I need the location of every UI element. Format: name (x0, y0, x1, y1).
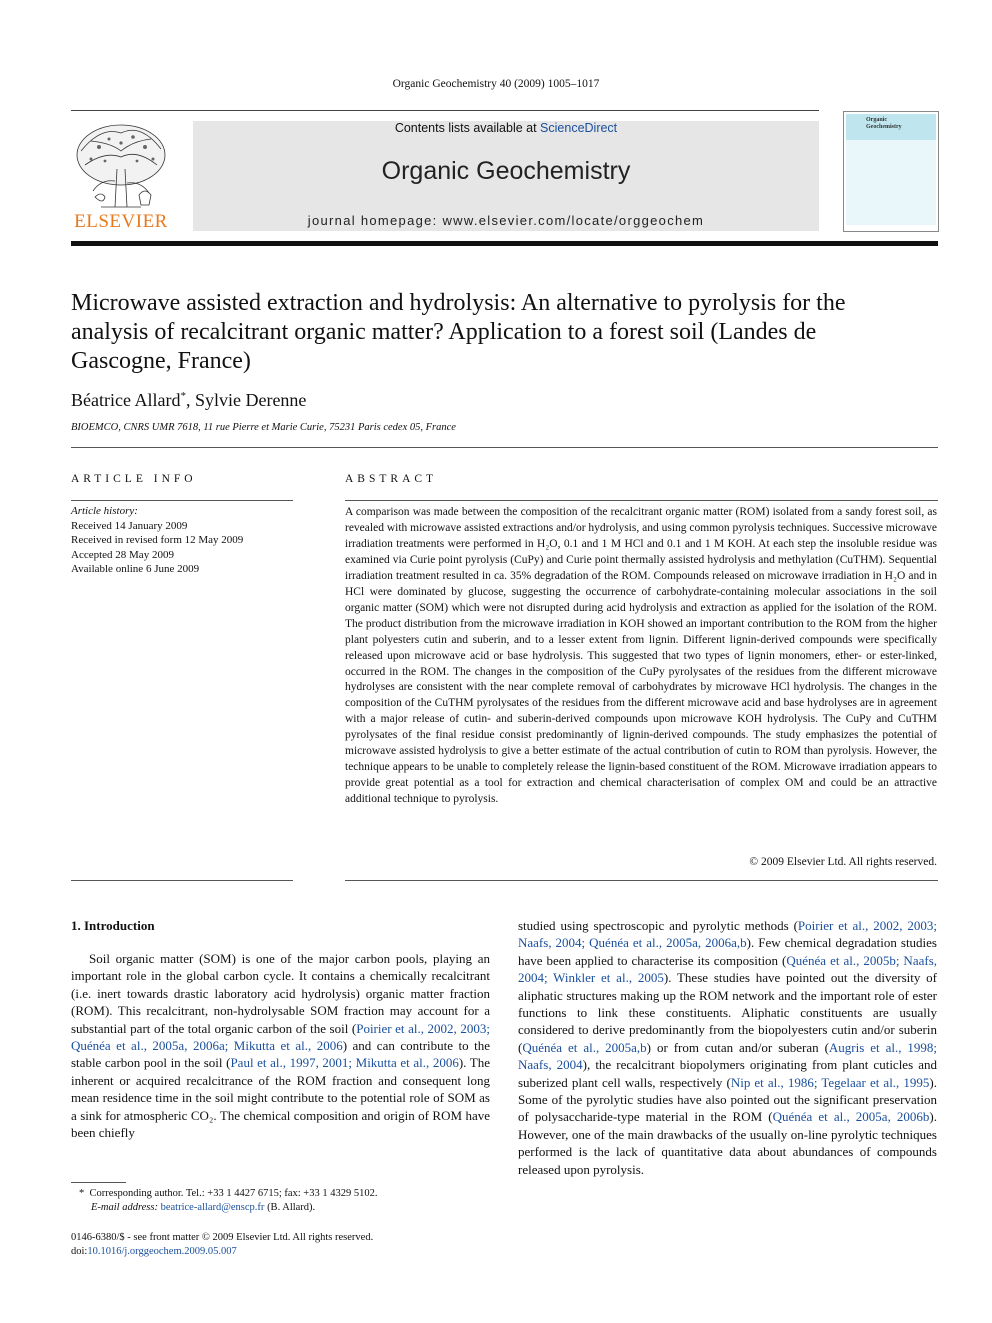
introduction-heading: 1. Introduction (71, 918, 155, 933)
contents-prefix: Contents lists available at (394, 121, 541, 135)
reference-link[interactable]: Quénéa et al., 2005b; Naafs, 2004; Winkler et al., 2005 (518, 952, 937, 986)
doi-label: doi: (71, 1246, 88, 1257)
affiliation: BIOEMCO, CNRS UMR 7618, 11 rue Pierre et Marie Curie, 75231 Paris cedex 05, France (71, 422, 456, 433)
journal-homepage[interactable]: journal homepage: www.elsevier.com/locate/orggeochem (307, 213, 705, 228)
journal-citation: Organic Geochemistry 40 (2009) 1005–1017 (392, 78, 600, 90)
bottom-info (71, 1231, 373, 1259)
title-rule (71, 447, 938, 448)
intro-text: ). These studies have pointed out the diversity of aliphatic structures making up the ROM network and the important role of ester functions to link these constituents. Aliphatic constituents are usually considered to derive predominantly from the biopolyesters cutin and/or suberin ( (518, 970, 937, 1055)
cover-body (846, 140, 936, 225)
reference-link[interactable]: Quénéa et al., 2005a, 2006b (772, 1109, 930, 1125)
email-suffix: (B. Allard). (267, 1202, 316, 1213)
author-allard: Béatrice Allard (71, 390, 181, 410)
abstract-text: A comparison was made between the composition of the recalcitrant organic matter (ROM) isolated from a sandy forest soil, as revealed with microwave assisted extractions and/or hydrolysis, and using common pyrolysis techniques. Successive microwave irradiation treatments were performed in H₂O, 0.1 and 1 M HCl and 0.1 and 1 M KOH. At each step the insoluble residue was examined via Curie point pyrolysis (CuPy) and Curie point thermally assisted hydrolysis and methylation (CuTHM). Sequential irradiation treatment resulted in ca. 35% degradation of the ROM. Compounds released on microwave irradiation in H₂O and in HCl were dominated by glucose, suggesting the occurrence of carbohydrate-containing molecular associations in the soil organic matter (SOM) which were not disrupted during acid hydrolysis and extraction as applied for the isolation of the ROM. The product distribution from the microwave irradiation in KOH showed an important contribution to the ROM from the higher plant polyesters cutin and suberin, and to a lesser extent from lignin. Different lignin-derived compounds were specifically released upon microwave acid or base hydrolysis. This suggested that two types of lignin monomers, ether- or ester-linked, occurred in the ROM. The changes in the composition of the CuPy pyrolysates of the residues from the different microwave hydrolyses are consistent with the near complete removal of carbohydrates by microwave HCl hydrolysis. The changes in the composition of the CuTHM pyrolysates of the residues from the different microwave acid and base hydrolyses are in agreement with a major release of cutin- and suberin-derived compounds upon microwave KOH hydrolysis. The CuPy and CuTHM pyrolysates of the final residue consist predominantly of lignin-derived compounds. The study emphasizes the potential of microwave assisted hydrolysis to give a better estimate of the actual contribution of cutin to ROM than pyrolysis. However, the technique appears to be unable to completely release the lignin-based constituent of the ROM. Microwave irradiation appears to provide great potential as a tool for extraction and chemical characterisation of complex OM and could be an attractive additional technique to pyrolysis. (345, 506, 937, 806)
reference-link[interactable]: Paul et al., 1997, 2001; Mikutta et al., 2006 (230, 1055, 459, 1071)
intro-text: Soil organic matter (SOM) is one of the major carbon pools, playing an important role in the global carbon cycle. It contains a chemically recalcitrant (i.e. inert towards drastic laboratory acid hydrolysis) organic matter fraction (ROM). This recalcitrant, non-hydrolysable SOM fraction may account for a substantial part of the total organic carbon of the soil ( (71, 951, 490, 1036)
cover-title: Organic Geochemistry (866, 117, 902, 130)
article-history (71, 504, 243, 577)
article-info-heading: ARTICLE INFO (71, 473, 197, 485)
article-title: Microwave assisted extraction and hydrolysis: An alternative to pyrolysis for the analysis of recalcitrant organic matter? Application to a forest soil (Landes de Gascogne, France) (71, 290, 846, 374)
contents-line (193, 121, 819, 135)
author-list (71, 390, 306, 411)
intro-text: ). Few chemical degradation studies have been applied to characterise its composition ( (518, 935, 937, 968)
reference-link[interactable]: Quénéa et al., 2005a,b (522, 1039, 647, 1055)
header-thick-rule (71, 241, 938, 246)
abstract-bottom-rule (345, 880, 938, 881)
doi-link[interactable]: 10.1016/j.orggeochem.2009.05.007 (87, 1246, 237, 1257)
reference-link[interactable]: Nip et al., 1986; Tegelaar et al., 1995 (730, 1074, 930, 1090)
intro-text: ). Some of the pyrolytic studies have also pointed out the significant preservation of polysaccharide-type material in the ROM ( (518, 1074, 937, 1125)
article-info-rule (71, 500, 293, 501)
history-received: Received 14 January 2009 (71, 519, 188, 532)
abstract-heading: ABSTRACT (345, 473, 438, 485)
history-revised: Received in revised form 12 May 2009 (71, 534, 244, 546)
reference-link[interactable]: Augris et al., 1998; Naafs, 2004 (518, 1039, 938, 1073)
reference-link[interactable]: Poirier et al., 2002, 2003; Naafs, 2004; Quénéa et al., 2005a, 2006a,b (518, 918, 937, 951)
intro-text: ) or from cutan and/or suberan ( (646, 1039, 829, 1055)
history-label: Article history: (71, 505, 138, 517)
publisher-logo-text: ELSEVIER (74, 211, 168, 232)
footnote-contact: Corresponding author. Tel.: +33 1 4427 6715; fax: +33 1 4329 5102. (89, 1188, 378, 1199)
footnote-mark: * (79, 1188, 85, 1199)
corresponding-author-footnote (71, 1187, 490, 1215)
author-derenne: Sylvie Derenne (194, 390, 307, 410)
footnote-rule (71, 1182, 126, 1183)
header-rule (71, 110, 819, 111)
issn-line: 0146-6380/$ - see front matter © 2009 Elsevier Ltd. All rights reserved. (71, 1232, 374, 1243)
sciencedirect-link[interactable]: ScienceDirect (540, 121, 618, 135)
email-link[interactable]: beatrice-allard@enscp.fr (160, 1202, 265, 1213)
intro-column-2 (518, 917, 937, 1178)
intro-text: ), the recalcitrant biopolymers originating from plant cuticles and suberized plant cell walls, respectively ( (518, 1057, 937, 1090)
intro-column-1 (71, 950, 490, 1141)
journal-banner (193, 121, 819, 231)
intro-text: ) and can contribute to the stable carbon pool in the soil ( (71, 1038, 491, 1071)
abstract-copyright: © 2009 Elsevier Ltd. All rights reserved. (749, 856, 937, 868)
abstract-rule (345, 500, 938, 501)
history-accepted: Accepted 28 May 2009 (71, 548, 174, 561)
journal-name: Organic Geochemistry (381, 157, 631, 185)
corresponding-mark[interactable]: * (180, 390, 186, 402)
journal-cover-thumbnail (843, 111, 939, 232)
email-label: E-mail address: (91, 1202, 158, 1213)
article-info-bottom-rule (71, 880, 293, 881)
history-online: Available online 6 June 2009 (71, 563, 200, 575)
reference-link[interactable]: Poirier et al., 2002, 2003; Quénéa et al., 2005a, 2006a; Mikutta et al., 2006 (71, 1020, 490, 1054)
author-separator: , (185, 390, 195, 410)
intro-text: ). However, one of the main drawbacks of the usually on-line pyrolytic techniques performed is the lack of quantitative data about abundances of compounds released upon pyrolysis. (518, 1109, 938, 1177)
intro-text: ). The inherent or acquired recalcitrance of the ROM fraction and consequent long mean residence time in the soil might contribute to the potential role of SOM as a sink for atmospheric CO₂. The chemical composition and origin of ROM have been chiefly (71, 1055, 490, 1141)
intro-text: studied using spectroscopic and pyrolytic methods ( (518, 918, 798, 933)
